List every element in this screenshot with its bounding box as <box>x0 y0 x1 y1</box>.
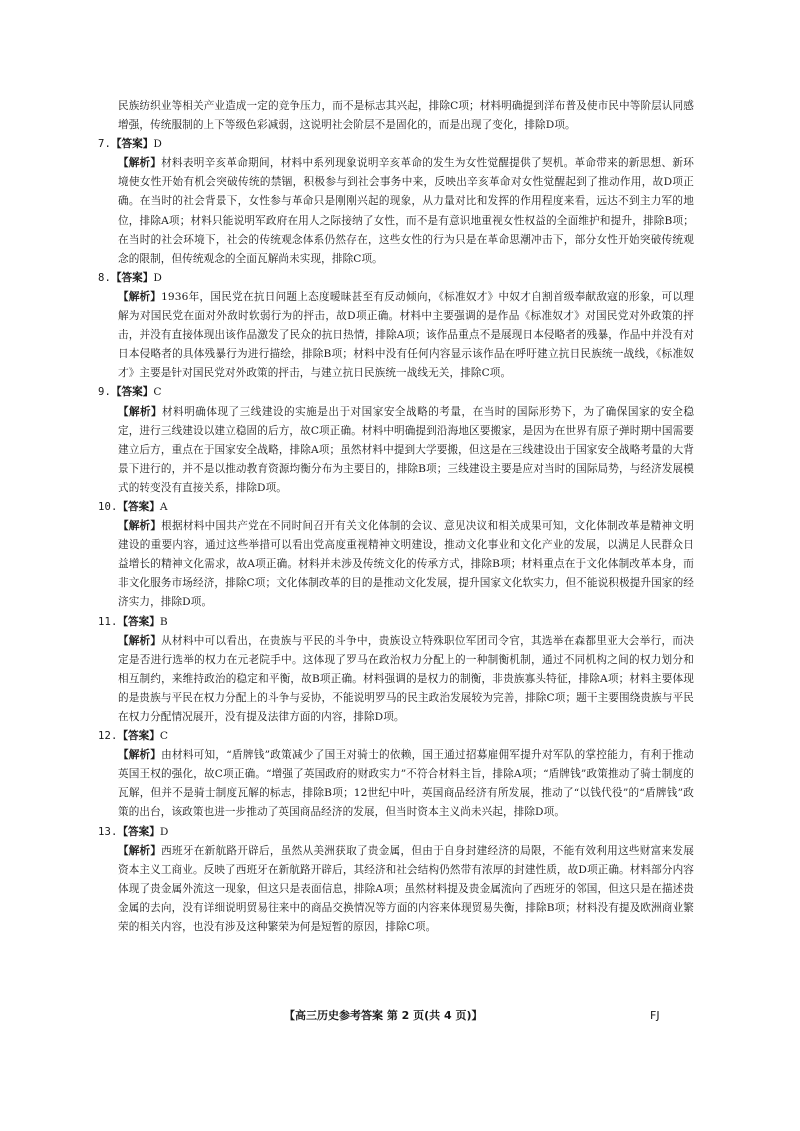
answer-value: C <box>159 730 169 743</box>
continuation-paragraph: 民族纺织业等相关产业造成一定的竞争压力，而不是标志其兴起，排除C项；材料明确提到洋布普及使市民中等阶层认同感增强，传统服制的上下等级色彩减弱，这说明社会阶层不是固化的，而是出现了变化，排除D项。 <box>118 100 694 132</box>
analysis-paragraph <box>118 517 694 612</box>
question-number: 9. <box>98 386 111 399</box>
answer-tag: 【答案】 <box>110 271 154 284</box>
answer-line <box>98 383 694 402</box>
answer-value: C <box>153 386 162 399</box>
answer-tag: 【答案】 <box>117 825 160 838</box>
answer-line <box>98 727 694 746</box>
answer-line <box>98 823 694 842</box>
analysis-paragraph <box>118 746 694 822</box>
answer-items <box>98 135 695 937</box>
answer-value: D <box>159 825 169 838</box>
answer-document <box>98 97 695 937</box>
answer-tag: 【答案】 <box>117 730 160 743</box>
analysis-tag: 【解析】 <box>118 157 162 170</box>
footer-page-title: 【高三历史参考答案 第 2 页(共 4 页)】 <box>284 1009 483 1022</box>
question-number: 13. <box>98 825 118 838</box>
answer-value: D <box>153 138 162 151</box>
analysis-text: 西班牙在新航路开辟后，虽然从美洲获取了贵金属，但由于自身封建经济的局限，不能有效利用这些财富来发展资本主义工商业。反映了西班牙在新航路开辟后，其经济和社会结构仍然带有浓厚的封建性质，故D项正确。材料部分内容体现了贵金属外流这一现象，但这只是表面信息，排除A项；虽然材料提及贵金属流向了西班牙的邻国，但这只是在描述贵金属的去向，没有详细说明贸易往来中的商品交换情况等方面的内容来体现贸易失衡，排除B项；材料没有提及欧洲商业繁荣的相关内容，也没有涉及这种繁荣为何是短暂的原因，排除C项。 <box>118 844 694 934</box>
analysis-tag: 【解析】 <box>118 290 162 303</box>
analysis-tag: 【解析】 <box>118 844 162 857</box>
analysis-text: 从材料中可以看出，在贵族与平民的斗争中，贵族设立特殊职位军团司令官，其选举在森都里亚大会举行，而决定是否进行选举的权力在元老院手中。这体现了罗马在政治权力分配上的一种制衡机制，通过不同机构之间的权力划分和相互制约，来维持政治的稳定和平衡，故B项正确。材料强调的是权力的制衡，非贵族寡头特征，排除A项；材料主要体现的是贵族与平民在权力分配上的斗争与妥协，不能说明罗马的民主政治发展较为完善，排除C项；题干主要围绕贵族与平民在权力分配情况展开，没有提及法律方面的内容，排除D项。 <box>118 634 694 723</box>
answer-tag: 【答案】 <box>117 615 160 628</box>
analysis-paragraph <box>118 403 694 498</box>
question-number: 8. <box>98 271 111 284</box>
question-number: 12. <box>98 730 118 743</box>
answer-item <box>98 269 694 384</box>
answer-item <box>98 613 694 728</box>
answer-item <box>98 823 694 938</box>
question-number: 11. <box>98 615 118 628</box>
question-number: 10. <box>98 500 118 513</box>
analysis-text: 1936年，国民党在抗日问题上态度暧昧甚至有反动倾向，《标准奴才》中奴才自割首级奉献敌寇的形象，可以理解为对国民党在面对外敌时软弱行为的抨击，故D项正确。材料中主要强调的是作品《标准奴才》对国民党对外政策的抨击，并没有直接体现出该作品激发了民众的抗日热情，排除A项；该作品重点不是展现日本侵略者的残暴，作品中并没有对日本侵略者的具体残暴行为进行描绘，排除B项；材料中没有任何内容显示该作品在呼吁建立抗日民族统一战线，《标准奴才》主要是针对国民党对外政策的抨击，与建立抗日民族统一战线无关，排除C项。 <box>118 290 694 380</box>
analysis-text: 由材料可知，“盾牌钱”政策减少了国王对骑士的依赖，国王通过招募雇佣军提升对军队的掌控能力，有利于推动英国王权的强化，故C项正确。“增强了英国政府的财政实力”不符合材料主旨，排除A项；“盾牌钱”政策推动了骑士制度的瓦解，但并不是骑士制度瓦解的标志，排除B项；12世纪中叶，英国商品经济有所发展，推动了“以钱代役”的“盾牌钱”政策的出台，该政策也进一步推动了英国商品经济的发展，但当时资本主义尚未兴起，排除D项。 <box>118 749 695 819</box>
answer-line <box>98 135 694 154</box>
analysis-tag: 【解析】 <box>118 749 162 762</box>
analysis-paragraph <box>118 842 694 937</box>
analysis-tag: 【解析】 <box>118 405 162 418</box>
answer-value: D <box>153 271 162 284</box>
answer-line <box>98 613 694 632</box>
answer-tag: 【答案】 <box>110 386 154 399</box>
analysis-tag: 【解析】 <box>118 634 162 647</box>
analysis-paragraph <box>118 288 694 383</box>
question-number: 7. <box>98 138 111 151</box>
answer-value: B <box>159 615 168 628</box>
analysis-paragraph <box>118 632 694 727</box>
answer-tag: 【答案】 <box>117 500 160 513</box>
answer-item <box>98 727 695 822</box>
answer-line <box>98 498 694 517</box>
footer-code: FJ <box>650 1009 660 1022</box>
answer-item <box>98 135 694 269</box>
answer-line <box>98 269 694 288</box>
analysis-text: 材料明确体现了三线建设的实施是出于对国家安全战略的考量，在当时的国际形势下，为了确保国家的安全稳定，进行三线建设以建立稳固的后方，故C项正确。材料中明确提到沿海地区要搬家，是因为在世界有原子弹时期中国需要建立后方，重点在于国家安全战略，排除A项；虽然材料中提到大学要搬，但这是在三线建设出于国家安全战略考量的大背景下进行的，并不是以推动教育资源均衡分布为主要目的，排除B项；三线建设主要是应对当时的国际局势，与经济发展模式的转变没有直接关系，排除D项。 <box>118 405 695 494</box>
analysis-paragraph <box>118 154 694 269</box>
analysis-text: 根据材料中国共产党在不同时间召开有关文化体制的会议、意见决议和相关成果可知，文化体制改革是精神文明建设的重要内容，通过这些举措可以看出党高度重视精神文明建设，推动文化事业和文化产业的发展，以满足人民群众日益增长的精神文化需求，故A项正确。材料并未涉及传统文化的传承方式，排除B项；材料重点在于文化体制改革本身，而非文化服务市场经济，排除C项；文化体制改革的目的是推动文化发展，提升国家文化软实力，但不能说积极提升国家的经济实力，排除D项。 <box>118 520 694 609</box>
answer-item <box>98 498 694 613</box>
analysis-tag: 【解析】 <box>118 520 162 533</box>
answer-item <box>98 383 695 498</box>
answer-value: A <box>159 500 168 513</box>
analysis-text: 材料表明辛亥革命期间，材料中系列现象说明辛亥革命的发生为女性觉醒提供了契机。革命带来的新思想、新环境使女性开始有机会突破传统的禁锢，积极参与到社会事务中来，反映出辛亥革命对女性觉醒起到了推动作用，故D项正确。在当时的社会背景下，女性参与革命只是刚刚兴起的现象，从力量对比和发挥的作用程度来看，远达不到主力军的地位，排除A项；材料只能说明军政府在用人之际接纳了女性，而不是有意识地重视女性权益的全面维护和提升，排除B项；在当时的社会环境下，社会的传统观念体系仍然存在，这些女性的行为只是在革命思潮冲击下，部分女性开始突破传统观念的限制，但传统观念的全面瓦解尚未实现，排除C项。 <box>118 157 694 265</box>
answer-tag: 【答案】 <box>110 138 154 151</box>
